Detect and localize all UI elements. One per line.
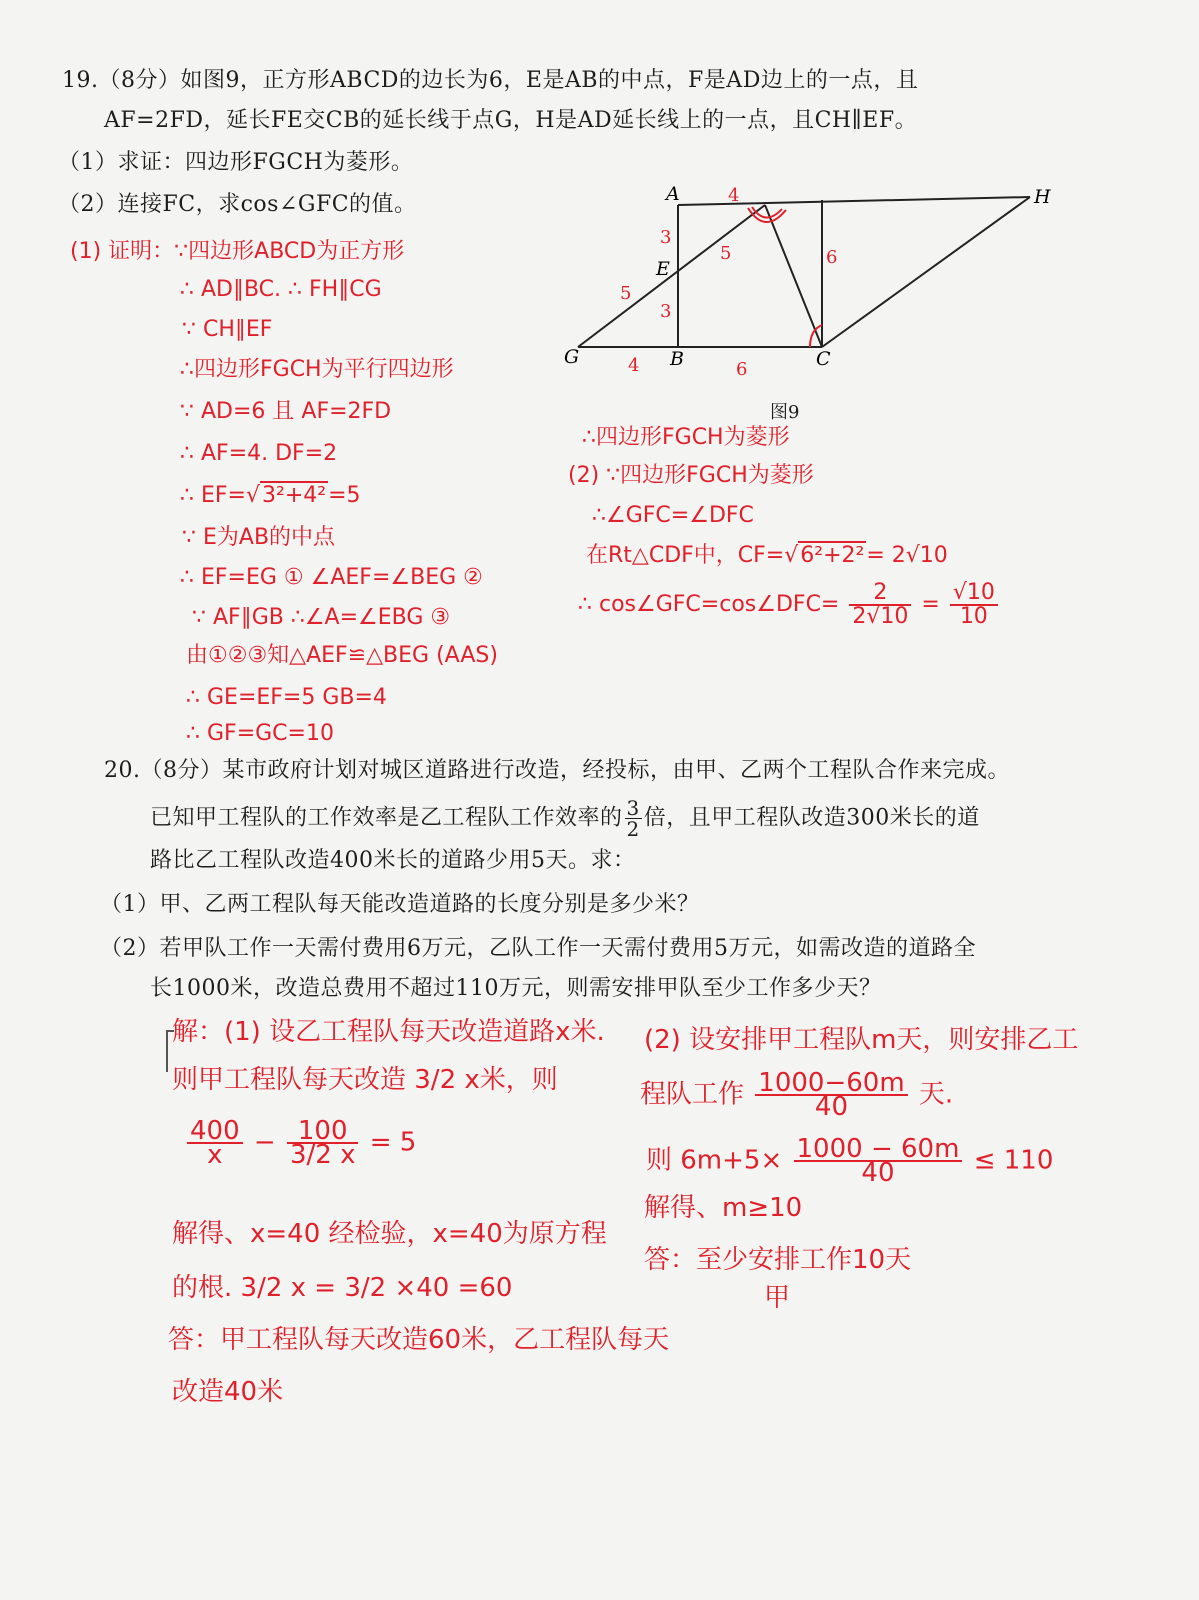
sol19-line8: ∵ E为AB的中点 <box>182 525 336 550</box>
q20-part2-line1: （2）若甲队工作一天需付费用6万元，乙队工作一天需付费用5万元，如需改造的道路全 <box>100 936 976 961</box>
mark-ae: 3 <box>660 227 672 248</box>
sol20r-line1: (2) 设安排甲工程队m天，则安排乙工 <box>644 1025 1079 1055</box>
sol20-line7: 改造40米 <box>172 1377 284 1407</box>
sol20-line2: 则甲工程队每天改造 3/2 x米，则 <box>172 1065 558 1095</box>
sol19-line1: (1) 证明：∵四边形ABCD为正方形 <box>70 239 405 264</box>
mark-gb: 4 <box>628 355 640 376</box>
q19-stem-line2: AF=2FD，延长FE交CB的延长线于点G，H是AD延长线上的一点，且CH∥EF。 <box>104 108 918 133</box>
label-g: G <box>564 346 580 368</box>
sol19-line10: ∵ AF∥GB ∴∠A=∠EBG ③ <box>192 605 451 630</box>
sol20-line6: 答：甲工程队每天改造60米，乙工程队每天 <box>168 1325 670 1355</box>
q20-part2-line2: 长1000米，改造总费用不超过110万元，则需安排甲队至少工作多少天？ <box>150 976 882 1001</box>
label-c: C <box>816 348 831 370</box>
sol19r-line4: 在Rt△CDF中，CF=√6²+2²= 2√10 <box>586 543 948 568</box>
mark-ef: 5 <box>720 243 732 264</box>
sol20r-line6: 甲 <box>764 1283 791 1313</box>
sol20r-line4: 解得、m≥10 <box>644 1193 803 1223</box>
sol20-line4: 解得、x=40 经检验，x=40为原方程 <box>172 1219 607 1249</box>
label-b: B <box>670 348 684 370</box>
label-a: A <box>666 183 680 205</box>
line-gf <box>578 205 765 347</box>
q19-number: 19. <box>62 68 99 93</box>
q20-line1: 20.（8分）某市政府计划对城区道路进行改造，经投标，由甲、乙两个工程队合作来完成。 <box>104 758 1010 783</box>
sol19r-line1: ∴四边形FGCH为菱形 <box>582 425 790 450</box>
sol20-line1: 解：(1) 设乙工程队每天改造道路x米. <box>172 1017 605 1047</box>
q19-stem-line1: 19.（8分）如图9，正方形ABCD的边长为6，E是AB的中点，F是AD边上的一点，且 <box>62 68 919 93</box>
sol19r-line2: (2) ∵四边形FGCH为菱形 <box>568 463 814 488</box>
sol19-line12: ∴ GE=EF=5 GB=4 <box>186 685 387 710</box>
q19-part2: （2）连接FC，求cos∠GFC的值。 <box>58 192 417 217</box>
sol19-line7: ∴ EF=√3²+4²=5 <box>180 483 361 508</box>
q19-part1: （1）求证：四边形FGCH为菱形。 <box>58 150 414 175</box>
sol19r-line3: ∴∠GFC=∠DFC <box>592 503 754 528</box>
mark-ge: 5 <box>620 283 632 304</box>
mark-bc: 6 <box>736 359 748 380</box>
q20-line3: 路比乙工程队改造400米长的道路少用5天。求： <box>150 848 636 873</box>
figure-9 <box>560 175 1060 385</box>
sol20r-line2: 程队工作 $\frac{1000-60m}{40}$ 天. <box>640 1068 954 1122</box>
sol19-line2: ∴ AD∥BC. ∴ FH∥CG <box>180 277 382 302</box>
mark-af: 4 <box>728 185 740 206</box>
sol19-line6: ∴ AF=4. DF=2 <box>180 441 338 466</box>
sol20-equation: $\frac{400}{x}$ − $\frac{100}{3/2 x}$ = 5 <box>184 1120 416 1166</box>
sol20-line5: 的根. 3/2 x = 3/2 ×40 =60 <box>172 1273 513 1303</box>
label-h: H <box>1034 186 1051 208</box>
mark-right: 6 <box>826 247 838 268</box>
line-fc <box>765 205 822 347</box>
q20-line2: 已知甲工程队的工作效率是乙工程队工作效率的 $\frac{3}{2}$ 倍，且甲工程队改造300米长的道 <box>150 796 980 841</box>
q20-part1: （1）甲、乙两工程队每天能改造道路的长度分别是多少米？ <box>100 892 700 917</box>
line-ch <box>822 197 1030 347</box>
mark-eb: 3 <box>660 301 672 322</box>
figure-caption: 图9 <box>770 402 800 423</box>
sol19-line3: ∵ CH∥EF <box>182 317 273 342</box>
sol19-line11: 由①②③知△AEF≌△BEG (AAS) <box>186 643 498 668</box>
sol19-line13: ∴ GF=GC=10 <box>186 721 334 746</box>
sol19-line5: ∵ AD=6 且 AF=2FD <box>180 399 392 424</box>
sol19r-line5: ∴ cos∠GFC=cos∠DFC= $\frac{2}{2√10}$ = $\frac{√10}{10}$ <box>578 582 1001 628</box>
sol19-line4: ∴四边形FGCH为平行四边形 <box>180 357 454 382</box>
sol20r-line5: 答：至少安排工作10天 <box>644 1245 912 1275</box>
sol19-line9: ∴ EF=EG ① ∠AEF=∠BEG ② <box>180 565 483 590</box>
sol20r-line3: 则 6m+5× $\frac{1000 - 60m}{40}$ ≤ 110 <box>646 1134 1054 1188</box>
label-e: E <box>656 258 670 280</box>
